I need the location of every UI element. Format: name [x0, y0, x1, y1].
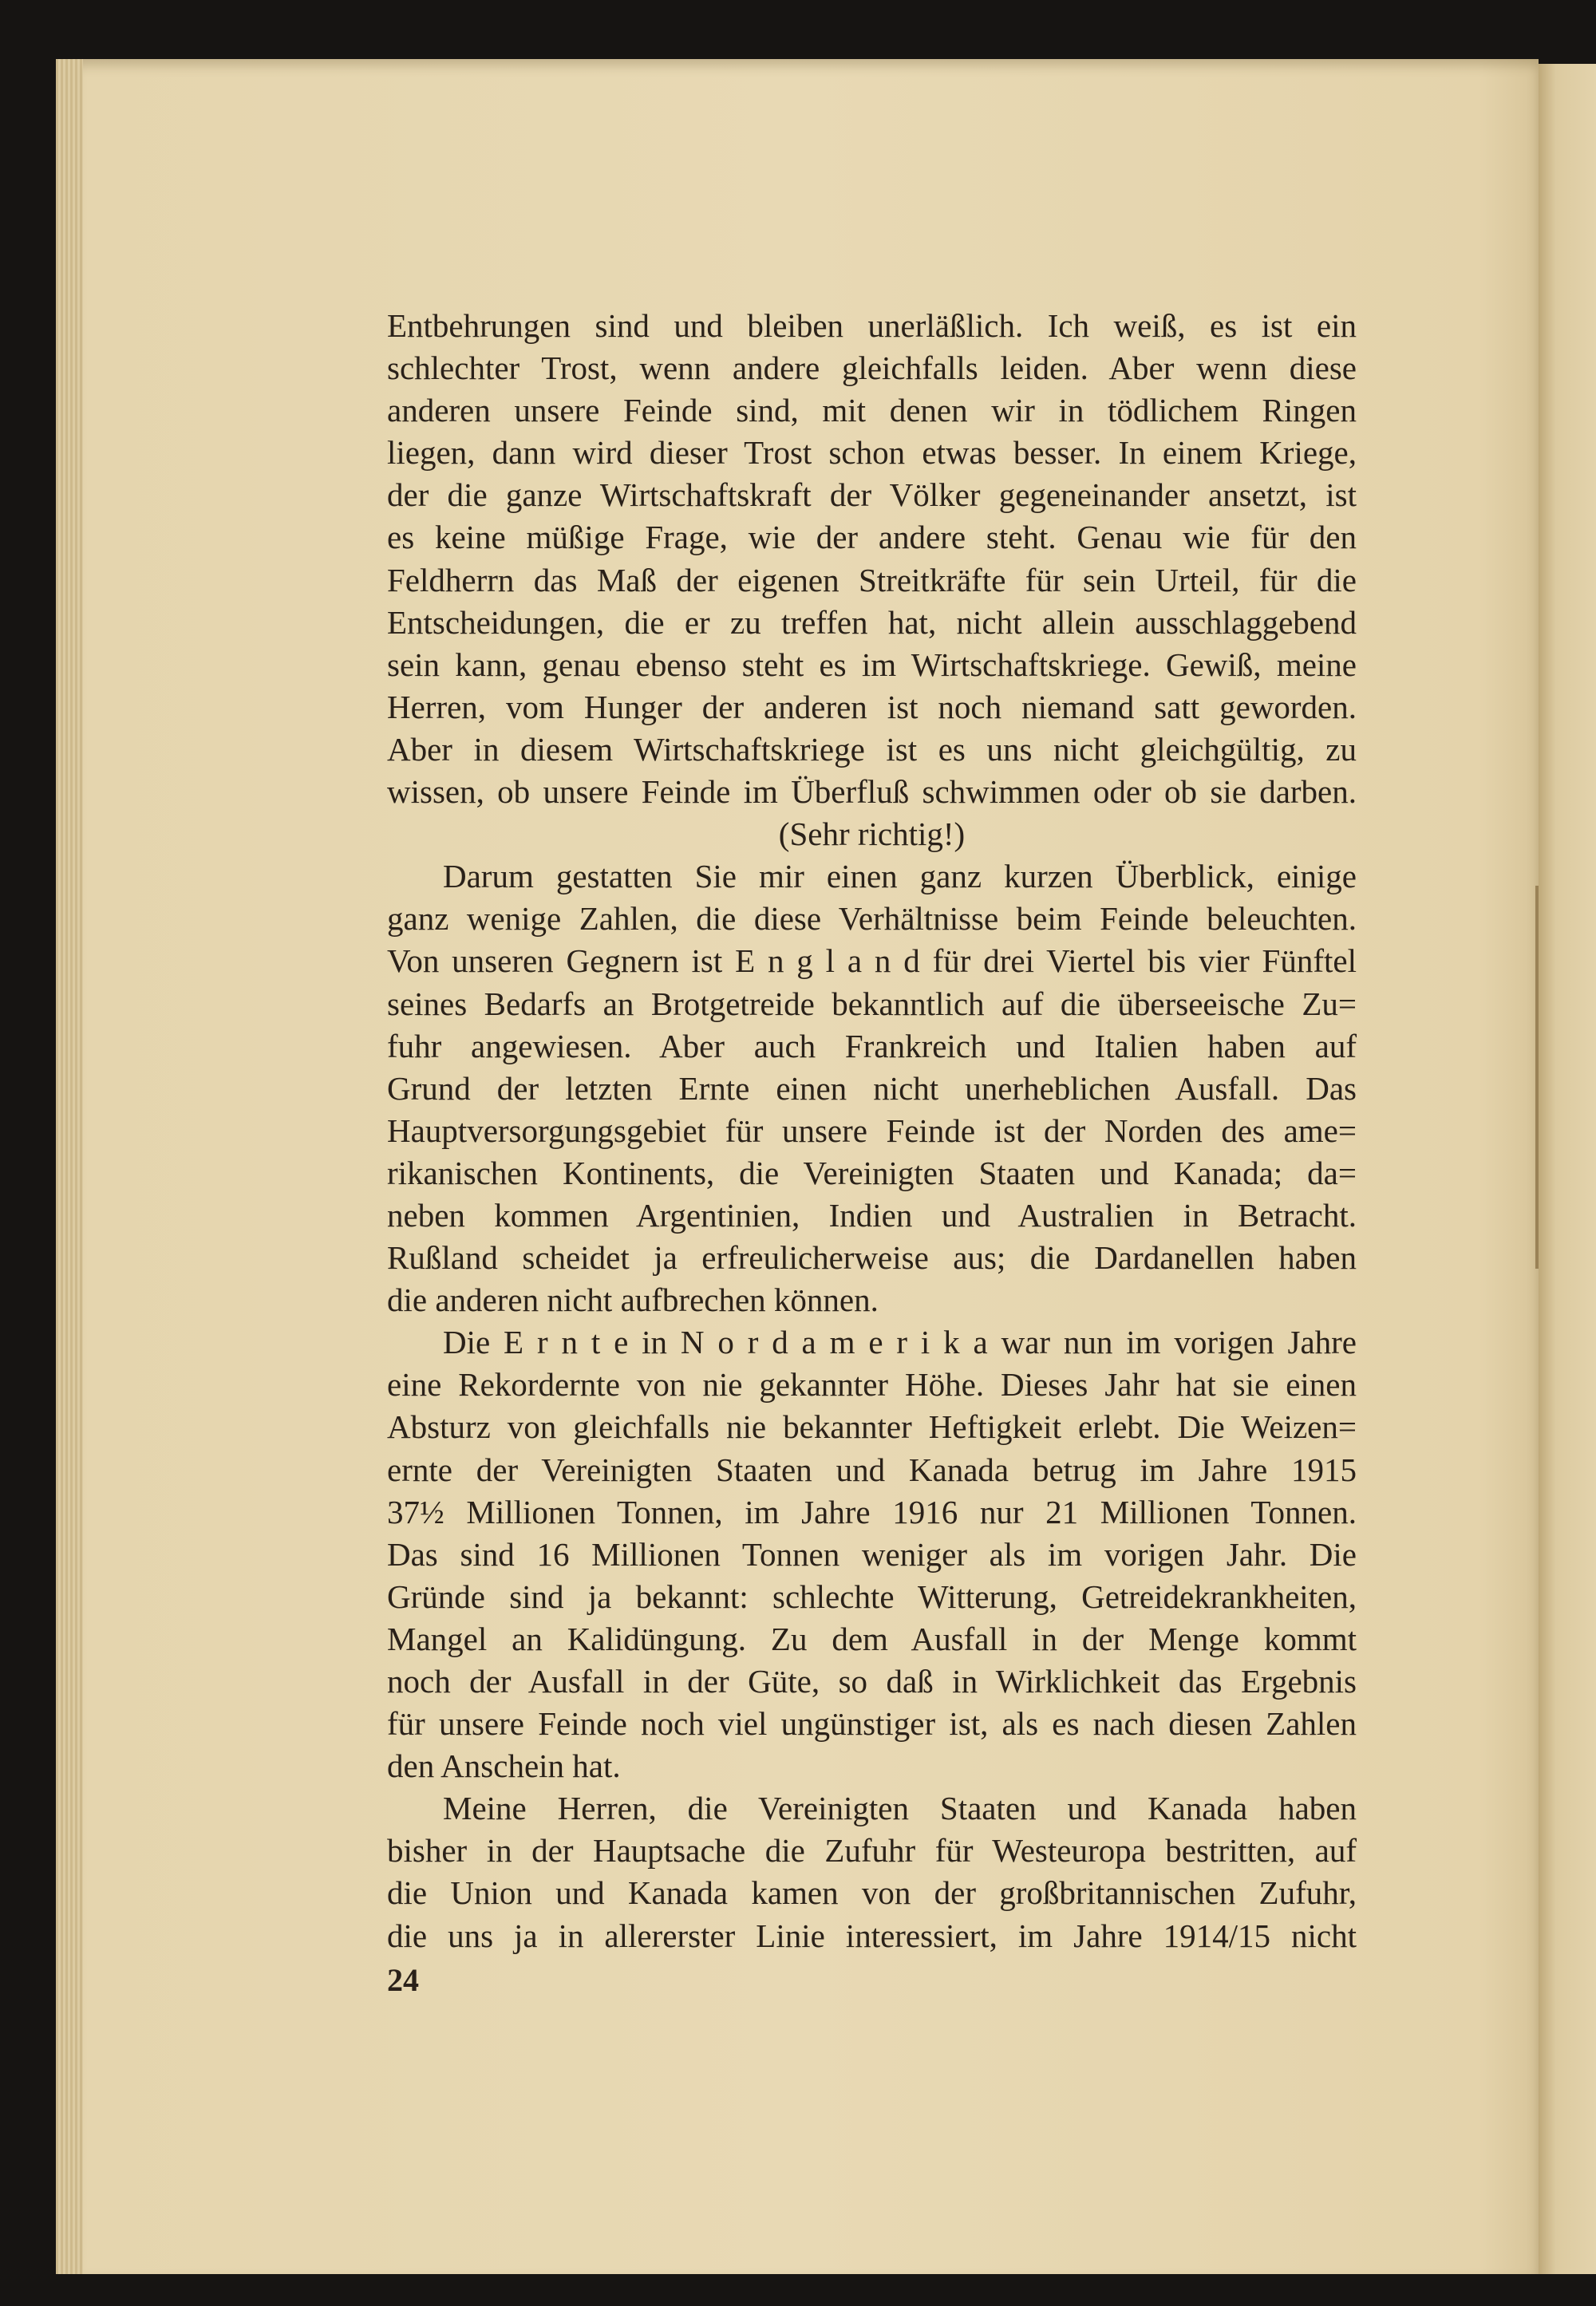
- text-line: Aber in diesem Wirtschaftskriege ist es uns nicht gleichgültig, zu: [387, 730, 1357, 768]
- text-line: eine Rekordernte von nie gekannter Höhe. Dieses Jahr hat sie einen: [387, 1366, 1357, 1404]
- page-number: 24: [387, 1962, 419, 1998]
- text-line: bisher in der Hauptsache die Zufuhr für Westeuropa bestritten, auf: [387, 1832, 1357, 1870]
- text-line: Hauptversorgungsgebiet für unsere Feinde ist der Norden des ame=: [387, 1112, 1357, 1149]
- text-line: Grund der letzten Ernte einen nicht unerheblichen Ausfall. Das: [387, 1069, 1357, 1107]
- text-line: Das sind 16 Millionen Tonnen weniger als im vorigen Jahr. Die: [387, 1535, 1357, 1573]
- text-line: anderen unsere Feinde sind, mit denen wir in tödlichem Ringen: [387, 392, 1357, 429]
- text-line: seines Bedarfs an Brotgetreide bekanntlich auf die überseeische Zu=: [387, 985, 1357, 1022]
- text-line: Rußland scheidet ja erfreulicherweise aus; die Dardanellen haben: [387, 1239, 1357, 1277]
- text-line: ernte der Vereinigten Staaten und Kanada betrug im Jahre 1915: [387, 1451, 1357, 1488]
- text-line: Mangel an Kalidüngung. Zu dem Ausfall in der Menge kommt: [387, 1620, 1357, 1657]
- text-line: rikanischen Kontinents, die Vereinigten Staaten und Kanada; da=: [387, 1154, 1357, 1191]
- interjection-line: (Sehr richtig!): [778, 815, 966, 853]
- text-line: Feldherrn das Maß der eigenen Streitkräfte für sein Urteil, für die: [387, 561, 1357, 598]
- text-line: Herren, vom Hunger der anderen ist noch niemand satt geworden.: [387, 688, 1357, 725]
- text-line: noch der Ausfall in der Güte, so daß in Wirklichkeit das Ergebnis: [387, 1663, 1357, 1700]
- adjacent-page-edge: [1539, 64, 1596, 2274]
- text-line: Gründe sind ja bekannt: schlechte Witterung, Getreidekrankheiten,: [387, 1577, 1357, 1615]
- text-line: der die ganze Wirtschaftskraft der Völker gegeneinander ansetzt, ist: [387, 476, 1357, 514]
- text-line: Entbehrungen sind und bleiben unerläßlich. Ich weiß, es ist ein: [387, 307, 1357, 344]
- text-line: wissen, ob unsere Feinde im Überfluß schwimmen oder ob sie darben.: [387, 773, 1357, 811]
- page-fold-mark: [1535, 886, 1539, 1269]
- text-line: Von unseren Gegnern ist E n g l a n d für drei Viertel bis vier Fünftel: [387, 942, 1357, 980]
- page-stack-edge: [56, 59, 83, 2274]
- text-line: liegen, dann wird dieser Trost schon etwas besser. In einem Kriege,: [387, 434, 1357, 472]
- text-line: die anderen nicht aufbrechen können.: [387, 1281, 879, 1319]
- text-line: schlechter Trost, wenn andere gleichfalls leiden. Aber wenn diese: [387, 349, 1357, 387]
- text-line: den Anschein hat.: [387, 1747, 621, 1785]
- text-line: für unsere Feinde noch viel ungünstiger ist, als es nach diesen Zahlen: [387, 1705, 1357, 1743]
- text-line: Entscheidungen, die er zu treffen hat, nicht allein ausschlaggebend: [387, 603, 1357, 641]
- text-line: Darum gestatten Sie mir einen ganz kurzen Überblick, einige: [443, 858, 1357, 895]
- text-line: neben kommen Argentinien, Indien und Australien in Betracht.: [387, 1196, 1357, 1234]
- text-line: fuhr angewiesen. Aber auch Frankreich und Italien haben auf: [387, 1027, 1357, 1064]
- body-text: [387, 305, 1357, 1957]
- text-line: die uns ja in allererster Linie interessiert, im Jahre 1914/15 nicht: [387, 1917, 1357, 1954]
- text-line: sein kann, genau ebenso steht es im Wirtschaftskriege. Gewiß, meine: [387, 646, 1357, 683]
- text-line: 37½ Millionen Tonnen, im Jahre 1916 nur 21 Millionen Tonnen.: [387, 1493, 1357, 1530]
- text-line: Absturz von gleichfalls nie bekannter Heftigkeit erlebt. Die Weizen=: [387, 1408, 1357, 1446]
- text-line: ganz wenige Zahlen, die diese Verhältnisse beim Feinde beleuchten.: [387, 900, 1357, 938]
- text-line: Die E r n t e in N o r d a m e r i k a war nun im vorigen Jahre: [443, 1324, 1357, 1361]
- text-line: Meine Herren, die Vereinigten Staaten und Kanada haben: [443, 1790, 1357, 1827]
- text-line: es keine müßige Frage, wie der andere steht. Genau wie für den: [387, 519, 1357, 556]
- text-line: die Union und Kanada kamen von der großbritannischen Zufuhr,: [387, 1874, 1357, 1912]
